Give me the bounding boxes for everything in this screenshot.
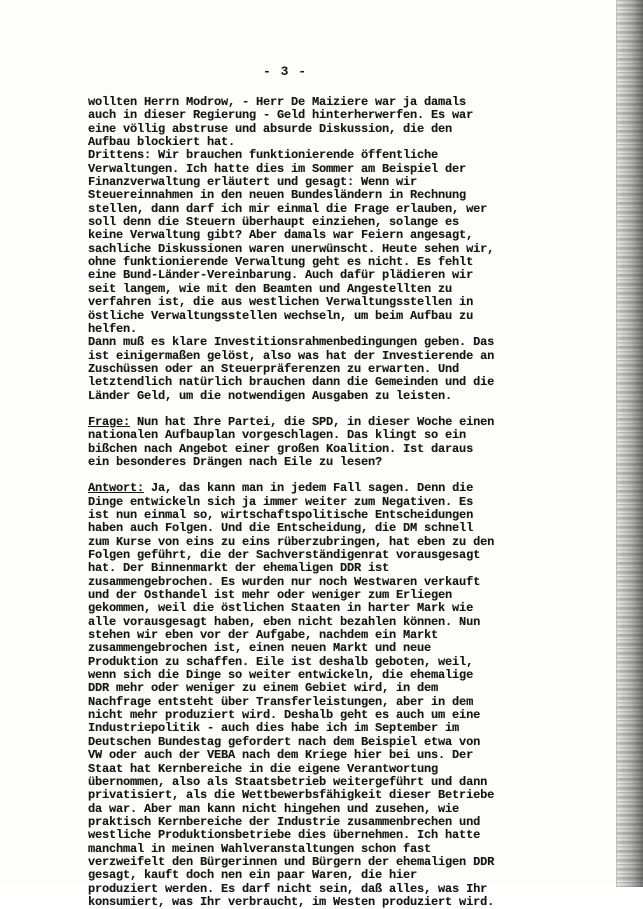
- page-number: - 3 -: [262, 64, 307, 79]
- text-line: VW oder auch der VEBA nach dem Kriege hier bei uns. Der: [88, 748, 474, 763]
- question-first-line: [88, 416, 520, 429]
- text-line: ist einigermaßen gelöst, also was hat der Investierende an: [88, 348, 495, 363]
- text-line: eine völlig abstruse und absurde Diskussion, die den: [88, 121, 453, 136]
- text-line: konsumiert, was Ihr verbraucht, im Westen produziert wird.: [88, 894, 495, 909]
- question-text: [88, 429, 520, 469]
- text-line: Aufbau blockiert hat.: [88, 135, 236, 150]
- answer-first-text: Ja, das kann man in jedem Fall sagen. Denn die: [144, 481, 474, 496]
- text-line: zusammengebrochen. Es wurden nur noch Westwaren verkauft: [88, 574, 481, 589]
- text-line: helfen.: [88, 321, 138, 336]
- text-line: seit langem, wie mit den Beamten und Angestellten zu: [88, 281, 453, 296]
- text-line: alle vorausgesagt haben, eben nicht bezahlen können. Nun: [88, 614, 481, 629]
- text-line: Produktion zu schaffen. Eile ist deshalb geboten, weil,: [88, 654, 474, 669]
- answer-first-line: [88, 482, 520, 495]
- question-block: [88, 416, 520, 469]
- text-line: Zuschüssen oder an Steuerpräferenzen zu erwarten. Und: [88, 361, 460, 376]
- text-line: östliche Verwaltungsstellen wechseln, um beim Aufbau zu: [88, 308, 474, 323]
- text-line: übernommen, also als Staatsbetrieb weitergeführt und dann: [88, 774, 488, 789]
- text-line: zum Kurse von eins zu eins rüberzubringen, hat eben zu den: [88, 534, 495, 549]
- text-line: verzweifelt den Bürgerinnen und Bürgern der ehemaligen DDR: [88, 854, 495, 869]
- text-line: da war. Aber man kann nicht hingehen und zusehen, wie: [88, 801, 460, 816]
- question-label: Frage:: [88, 414, 131, 429]
- answer-block: [88, 482, 520, 909]
- answer-text: [88, 496, 520, 909]
- text-line: Dinge entwickeln sich ja immer weiter zum Negativen. Es: [88, 494, 474, 509]
- text-line: verfahren ist, die aus westlichen Verwaltungsstellen in: [88, 295, 474, 310]
- text-line: gekommen, weil die östlichen Staaten in harter Mark wie: [88, 601, 474, 616]
- text-line: ist nun einmal so, wirtschaftspolitische Entscheidungen: [88, 507, 474, 522]
- text-line: und der Osthandel ist mehr oder weniger zum Erliegen: [88, 588, 453, 603]
- text-line: Drittens: Wir brauchen funktionierende öffentliche: [88, 148, 439, 163]
- answer-label: Antwort:: [88, 481, 145, 496]
- text-line: hat. Der Binnenmarkt der ehemaligen DDR ist: [88, 561, 390, 576]
- text-line: Steuereinnahmen in den neuen Bundesländern in Rechnung: [88, 188, 467, 203]
- text-line: bißchen nach Angebot einer großen Koalition. Ist daraus: [88, 441, 474, 456]
- text-line: stehen wir eben vor der Aufgabe, nachdem ein Markt: [88, 628, 439, 643]
- document-body: [88, 96, 520, 909]
- text-line: stellen, dann darf ich mir einmal die Frage erlauben, wer: [88, 201, 488, 216]
- text-line: auch in dieser Regierung - Geld hinterherwerfen. Es war: [88, 108, 474, 123]
- text-line: praktisch Kernbereiche der Industrie zusammenbrechen und: [88, 814, 481, 829]
- text-line: soll denn die Steuern überhaupt einziehen, solange es: [88, 215, 460, 230]
- text-line: Nachfrage entsteht über Transferleistungen, aber in dem: [88, 694, 474, 709]
- text-line: westliche Produktionsbetriebe dies übernehmen. Ich hatte: [88, 828, 481, 843]
- text-line: zusammengebrochen ist, einen neuen Markt und neue: [88, 641, 432, 656]
- text-line: Finanzverwaltung erläutert und gesagt: Wenn wir: [88, 175, 418, 190]
- paragraph-intro: [88, 96, 520, 403]
- text-line: nationalen Aufbauplan vorgeschlagen. Das klingt so ein: [88, 428, 467, 443]
- question-first-text: Nun hat Ihre Partei, die SPD, in dieser Woche einen: [130, 414, 495, 429]
- text-line: Verwaltungen. Ich hatte dies im Sommer am Beispiel der: [88, 161, 467, 176]
- text-line: wenn sich die Dinge so weiter entwickeln, die ehemalige: [88, 668, 474, 683]
- scan-edge-shadow: [617, 0, 643, 887]
- text-line: produziert werden. Es darf nicht sein, daß alles, was Ihr: [88, 881, 488, 896]
- text-line: eine Bund-Länder-Vereinbarung. Auch dafür plädieren wir: [88, 268, 474, 283]
- text-line: Staat hat Kernbereiche in die eigene Verantwortung: [88, 761, 439, 776]
- text-line: manchmal in meinen Wahlveranstaltungen schon fast: [88, 841, 432, 856]
- text-line: Dann muß es klare Investitionsrahmenbedingungen geben. Das: [88, 335, 495, 350]
- text-line: ein besonderes Drängen nach Eile zu lesen?: [88, 454, 383, 469]
- text-line: privatisiert, als die Wettbewerbsfähigkeit dieser Betriebe: [88, 788, 495, 803]
- text-line: Industriepolitik - auch dies habe ich im September im: [88, 721, 460, 736]
- text-line: wollten Herrn Modrow, - Herr De Maiziere war ja damals: [88, 95, 467, 109]
- text-line: nicht mehr produziert wird. Deshalb geht es auch um eine: [88, 708, 481, 723]
- text-line: sachliche Diskussionen waren unerwünscht. Heute sehen wir,: [88, 241, 495, 256]
- text-line: DDR mehr oder weniger zu einem Gebiet wird, in dem: [88, 681, 439, 696]
- text-line: Deutschen Bundestag gefordert nach dem Beispiel etwa von: [88, 734, 481, 749]
- text-line: gesagt, kauft doch nen ein paar Waren, die hier: [88, 868, 418, 883]
- text-line: Länder Geld, um die notwendigen Ausgaben zu leisten.: [88, 388, 453, 403]
- text-line: haben auch Folgen. Und die Entscheidung, die DM schnell: [88, 521, 474, 536]
- text-line: letztendlich natürlich brauchen dann die Gemeinden und die: [88, 375, 495, 390]
- text-line: keine Verwaltung gibt? Aber damals war Feiern angesagt,: [88, 228, 474, 243]
- text-line: Folgen geführt, die der Sachverständigenrat vorausgesagt: [88, 548, 481, 562]
- text-line: ohne funktionierende Verwaltung geht es nicht. Es fehlt: [88, 255, 474, 270]
